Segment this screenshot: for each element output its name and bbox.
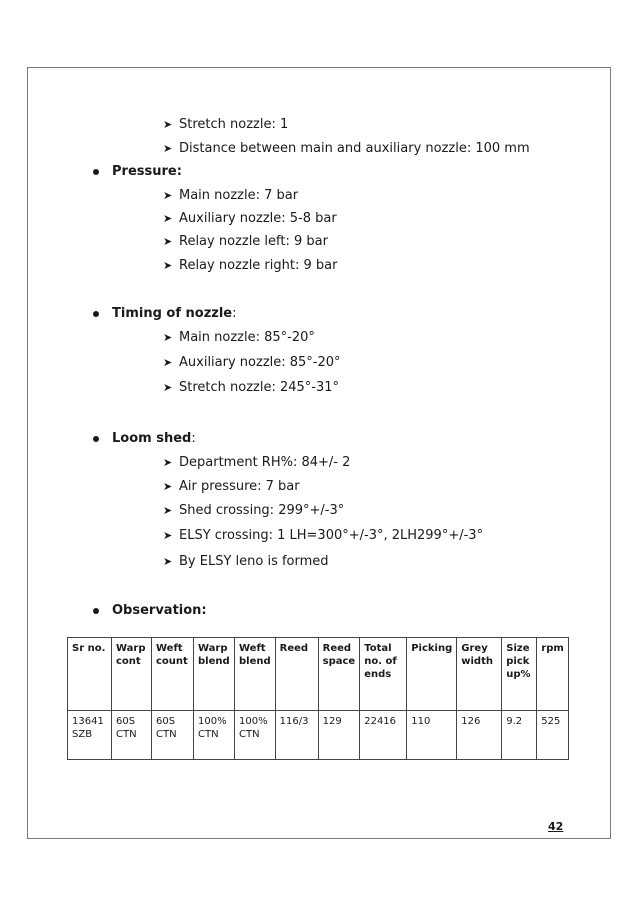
bullet-icon — [93, 169, 99, 175]
table-cell: 126 — [457, 711, 502, 760]
arrow-bullet-icon: ➤ — [163, 555, 173, 568]
table-header-row — [68, 638, 569, 711]
table-header-cell: Weft count — [152, 638, 194, 711]
list-item: ➤ Main nozzle: 85°-20° — [163, 330, 315, 345]
arrow-bullet-icon: ➤ — [163, 381, 173, 394]
arrow-bullet-icon: ➤ — [163, 259, 173, 272]
list-item: ➤ Department RH%: 84+/- 2 — [163, 455, 351, 470]
arrow-bullet-icon: ➤ — [163, 142, 173, 155]
table-row — [68, 711, 569, 760]
arrow-bullet-icon: ➤ — [163, 235, 173, 248]
bullet-icon — [93, 436, 99, 442]
bullet-icon — [93, 311, 99, 317]
table-cell: 60S CTN — [112, 711, 152, 760]
arrow-bullet-icon: ➤ — [163, 480, 173, 493]
bullet-icon — [93, 608, 99, 614]
table-header-cell: rpm — [537, 638, 569, 711]
arrow-bullet-icon: ➤ — [163, 331, 173, 344]
section-heading-observation: Observation: — [112, 603, 207, 618]
arrow-bullet-icon: ➤ — [163, 529, 173, 542]
table-header-cell: Warp cont — [112, 638, 152, 711]
table-header-cell: Sr no. — [68, 638, 112, 711]
table-header-cell: Reed — [275, 638, 318, 711]
section-heading-pressure: Pressure: — [112, 164, 182, 179]
list-item: ➤ Relay nozzle left: 9 bar — [163, 234, 328, 249]
table-header-cell: Total no. of ends — [360, 638, 407, 711]
arrow-bullet-icon: ➤ — [163, 356, 173, 369]
arrow-bullet-icon: ➤ — [163, 456, 173, 469]
table-cell: 116/3 — [275, 711, 318, 760]
page-number: 42 — [548, 820, 564, 833]
table-header-cell: Picking — [407, 638, 457, 711]
observation-table — [67, 637, 569, 760]
table-cell: 60S CTN — [152, 711, 194, 760]
list-item: ➤ Auxiliary nozzle: 5-8 bar — [163, 211, 337, 226]
list-item: ➤ Auxiliary nozzle: 85°-20° — [163, 355, 341, 370]
table-cell: 100% CTN — [194, 711, 235, 760]
list-item: ➤ Shed crossing: 299°+/-3° — [163, 503, 345, 518]
table-header-cell: Warp blend — [194, 638, 235, 711]
list-item: ➤ Stretch nozzle: 245°-31° — [163, 380, 340, 395]
list-item: ➤ Air pressure: 7 bar — [163, 479, 300, 494]
arrow-bullet-icon: ➤ — [163, 189, 173, 202]
table-header-cell: Grey width — [457, 638, 502, 711]
list-item: ➤ ELSY crossing: 1 LH=300°+/-3°, 2LH299°+/-3° — [163, 528, 484, 543]
table-cell: 13641 SZB — [68, 711, 112, 760]
list-item: ➤ Distance between main and auxiliary nozzle: 100 mm — [163, 141, 530, 156]
table-cell: 9.2 — [502, 711, 537, 760]
section-heading-timing: Timing of nozzle: — [112, 306, 237, 321]
arrow-bullet-icon: ➤ — [163, 118, 173, 131]
table-cell: 22416 — [360, 711, 407, 760]
table-cell: 525 — [537, 711, 569, 760]
table-cell: 100% CTN — [235, 711, 276, 760]
list-item: ➤ By ELSY leno is formed — [163, 554, 329, 569]
arrow-bullet-icon: ➤ — [163, 504, 173, 517]
table-cell: 110 — [407, 711, 457, 760]
table-header-cell: Size pick up% — [502, 638, 537, 711]
list-item: ➤ Stretch nozzle: 1 — [163, 117, 289, 132]
list-item: ➤ Relay nozzle right: 9 bar — [163, 258, 338, 273]
list-item: ➤ Main nozzle: 7 bar — [163, 188, 299, 203]
section-heading-loom-shed: Loom shed: — [112, 431, 196, 446]
arrow-bullet-icon: ➤ — [163, 212, 173, 225]
table-header-cell: Reed space — [318, 638, 360, 711]
table-header-cell: Weft blend — [235, 638, 276, 711]
table-cell: 129 — [318, 711, 360, 760]
